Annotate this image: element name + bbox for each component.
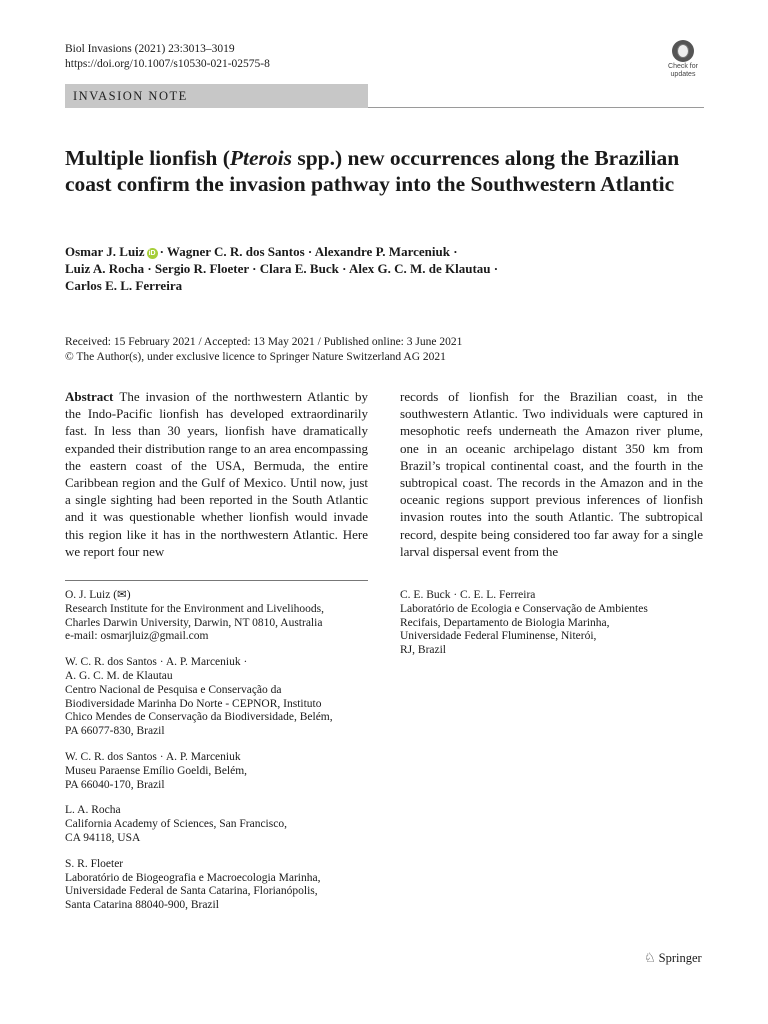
author-list xyxy=(65,243,705,294)
affiliations-right xyxy=(400,589,703,670)
crossmark-icon xyxy=(672,40,694,62)
affiliation-line: Universidade Federal Fluminense, Niterói, xyxy=(400,630,597,643)
copyright-line: © The Author(s), under exclusive licence to Springer Nature Switzerland AG 2021 xyxy=(65,350,446,363)
affiliation-line: W. C. R. dos Santos · A. P. Marceniuk · xyxy=(65,656,248,669)
journal-citation: Biol Invasions (2021) 23:3013–3019 xyxy=(65,43,235,55)
affiliation-line: Laboratório de Ecologia e Conservação de Ambientes xyxy=(400,602,648,615)
affiliation-line: Recifais, Departamento de Biologia Marinha, xyxy=(400,616,610,629)
affiliation-line: Charles Darwin University, Darwin, NT 0810, Australia xyxy=(65,616,323,629)
affiliation-block xyxy=(65,589,368,644)
affiliation-line: Centro Nacional de Pesquisa e Conservação da xyxy=(65,683,282,696)
article-type-band xyxy=(65,84,368,108)
abstract-text-left: The invasion of the northwestern Atlantic by the Indo-Pacific lionfish has developed extraordinarily fast. In less than 30 years, lionfish have dramatically expanded their distribution range to an area encompassing the eastern coast of the USA, Bermuda, the entire Caribbean region and the Gulf of Mexico. Until now, just a single sighting had been reported in the South Atlantic and it was questionable whether lionfish would invade this region like it has in the northwestern Atlantic. Here we report four new xyxy=(65,389,368,559)
abstract-right-column xyxy=(400,388,703,560)
crossmark-label-2: updates xyxy=(670,71,696,78)
article-title: Multiple lionfish (Pterois spp.) new occurrences along the Brazilian coast confirm the invasion pathway into the Southwestern Atlantic xyxy=(65,146,680,196)
affiliation-line: L. A. Rocha xyxy=(65,804,121,817)
affiliation-line: California Academy of Sciences, San Francisco, xyxy=(65,818,287,831)
author-line-3: Carlos E. L. Ferreira xyxy=(65,278,183,293)
crossmark-badge[interactable] xyxy=(662,38,704,80)
header-rule xyxy=(368,107,704,108)
affiliation-line: e-mail: osmarjluiz@gmail.com xyxy=(65,630,209,643)
journal-header xyxy=(65,42,270,72)
affiliation-block xyxy=(65,804,368,845)
affiliation-line: C. E. Buck · C. E. L. Ferreira xyxy=(400,589,536,601)
affiliation-line: Biodiversidade Marinha Do Norte - CEPNOR, Instituto xyxy=(65,697,322,710)
affiliation-line: Museu Paraense Emílio Goeldi, Belém, xyxy=(65,764,248,777)
publisher-footer xyxy=(644,950,702,966)
author-line-2: Luiz A. Rocha · Sergio R. Floeter · Clara E. Buck · Alex G. C. M. de Klautau · xyxy=(65,261,499,276)
affiliation-line: S. R. Floeter xyxy=(65,857,124,870)
affiliation-block xyxy=(65,751,368,792)
affiliation-line: PA 66040-170, Brazil xyxy=(65,778,165,791)
title-genus: Pterois xyxy=(229,146,292,170)
author-first[interactable]: Osmar J. Luiz xyxy=(65,244,145,259)
affiliation-line: CA 94118, USA xyxy=(65,831,141,844)
article-type: INVASION NOTE xyxy=(73,89,188,103)
abstract-left-column xyxy=(65,388,368,560)
crossmark-label-1: Check for xyxy=(668,63,698,70)
orcid-icon[interactable]: iD xyxy=(148,250,156,257)
affiliation-separator xyxy=(65,580,368,581)
publication-dates xyxy=(65,335,705,364)
abstract-text-right: records of lionfish for the Brazilian coast, in the southwestern Atlantic. Two individuals were captured in mesophotic reefs underneath the Amazon river plume, one in an oceanic archipelago distant 350 km from Brazil’s tropical continental coast, and the fourth in the subtropical coast. The records in the Amazon and in the oceanic regions support previous inferences of lionfish invasion routes into the south Atlantic. The subtropical record, despite being considered too far away for a single larval dispersal event from the xyxy=(400,389,703,559)
affiliation-line: Chico Mendes de Conservação da Biodiversidade, Belém, xyxy=(65,711,333,724)
affiliation-line: Laboratório de Biogeografia e Macroecologia Marinha, xyxy=(65,871,321,884)
affiliation-line: Santa Catarina 88040-900, Brazil xyxy=(65,899,219,912)
affiliation-block xyxy=(65,858,368,913)
history-dates: Received: 15 February 2021 / Accepted: 13 May 2021 / Published online: 3 June 2021 xyxy=(65,336,463,348)
author-line-1: Osmar J. Luiz iD · Wagner C. R. dos Santos · Alexandre P. Marceniuk · xyxy=(65,244,458,259)
affiliation-line: W. C. R. dos Santos · A. P. Marceniuk xyxy=(65,750,241,763)
affiliation-block xyxy=(65,656,368,739)
affiliation-line: PA 66077-830, Brazil xyxy=(65,725,165,738)
affiliation-line: A. G. C. M. de Klautau xyxy=(65,669,173,682)
affiliations-left xyxy=(65,589,368,925)
affiliation-line: Research Institute for the Environment and Livelihoods, xyxy=(65,602,325,615)
affiliation-line: RJ, Brazil xyxy=(400,644,446,657)
affiliation-line: O. J. Luiz (✉) xyxy=(65,589,131,601)
affiliation-line: Universidade Federal de Santa Catarina, Florianópolis, xyxy=(65,885,318,898)
affiliation-block xyxy=(400,589,703,658)
abstract-heading: Abstract xyxy=(65,389,114,404)
publisher-name: Springer xyxy=(658,951,702,965)
springer-logo-icon: ♘ xyxy=(644,950,656,965)
doi-link[interactable]: https://doi.org/10.1007/s10530-021-02575-8 xyxy=(65,58,270,70)
